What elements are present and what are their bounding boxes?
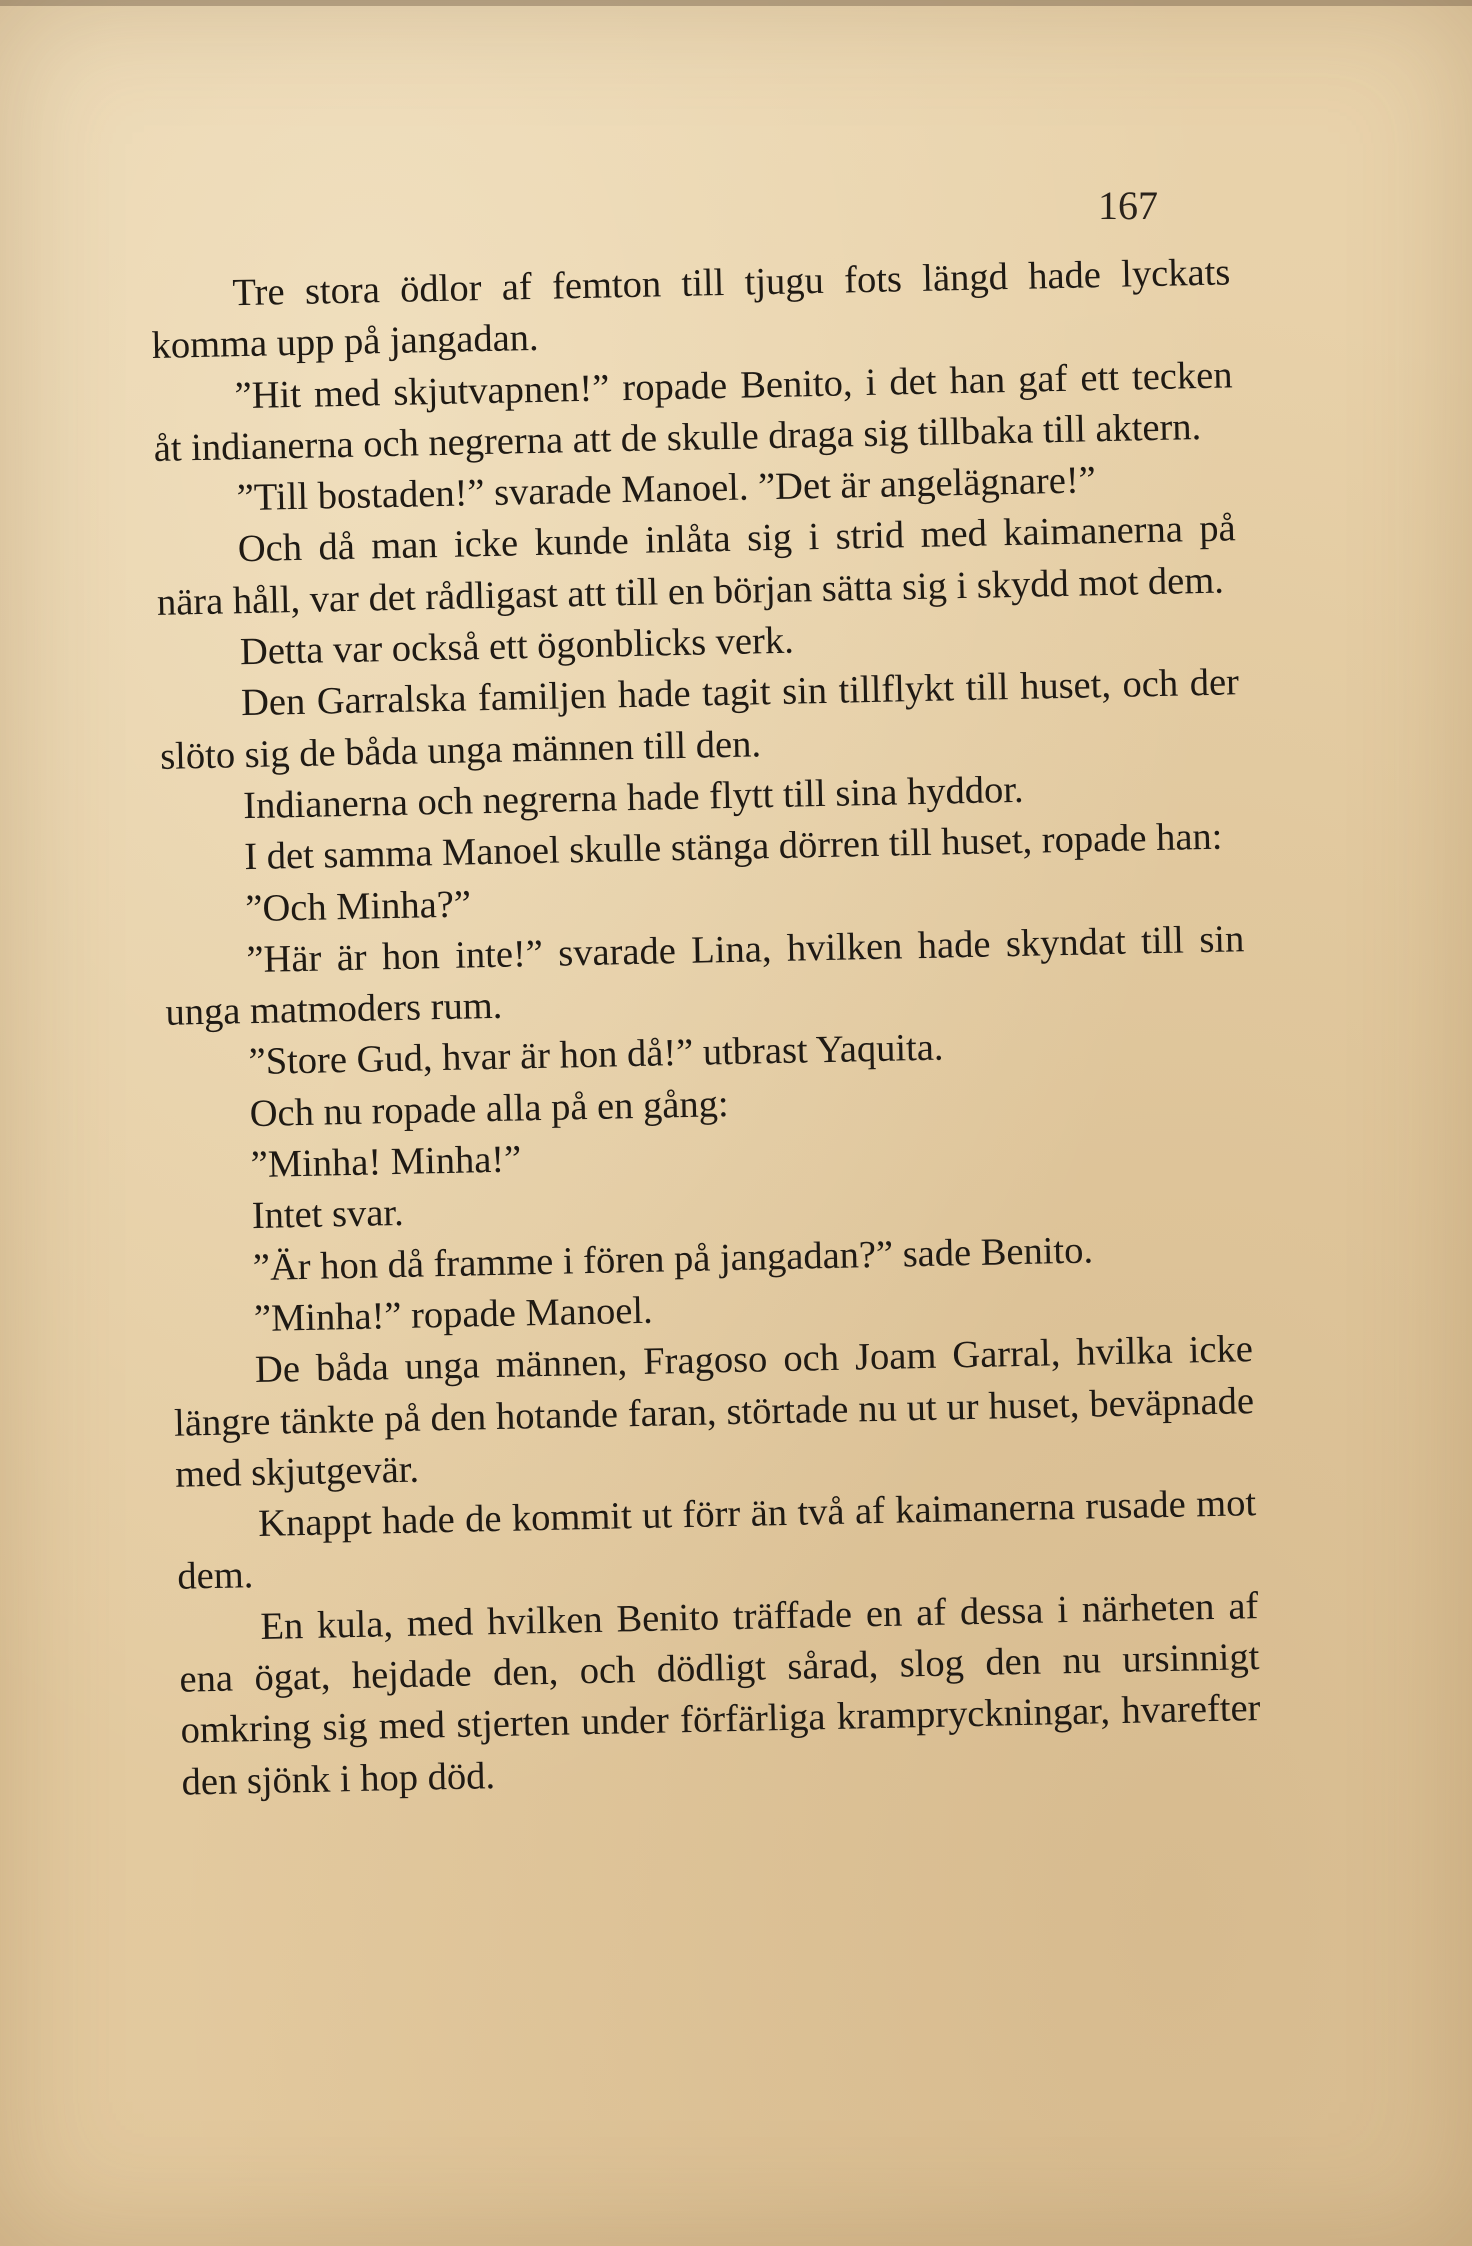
body-text (150, 247, 1262, 1808)
paragraph: Den Garralska familjen hade tagit sin tillflykt till huset, och der slöto sig de båda unga männen till den. (159, 661, 1240, 778)
paragraph: ”Minha!” ropade Manoel. (253, 1289, 654, 1340)
paragraph: ”Hit med skjutvapnen!” ropade Benito, i det han gaf ett tecken åt indianerna och negrerna att de skulle draga sig tillbaka till aktern. (153, 353, 1233, 470)
paragraph: ”Store Gud, hvar är hon då!” utbrast Yaquita. (248, 1027, 944, 1084)
paragraph: Tre stora ödlor af femton till tjugu fots längd hade lyckats komma upp på jangadan. (151, 251, 1231, 368)
paragraph: Och då man icke kunde inlåta sig i strid med kaimanerna på nära håll, var det rådligast att till en början sätta sig i skydd mot dem. (156, 507, 1237, 624)
paragraph: Indianerna och negrerna hade flytt till sina hyddor. (242, 768, 1024, 828)
paragraph: Och nu ropade alla på en gång: (249, 1082, 729, 1135)
paragraph: En kula, med hvilken Benito träffade en af dessa i närheten af ena ögat, hejdade den, och dödligt sårad, slog den nu ursinnigt omkring sig med stjerten under förfärliga krampryckningar, hvarefter den sjönk i hop död. (179, 1584, 1261, 1804)
paragraph: I det samma Manoel skulle stänga dörren till huset, ropade han: (243, 815, 1223, 879)
paragraph: Intet svar. (251, 1192, 405, 1238)
paragraph: ”Minha! Minha!” (250, 1138, 522, 1187)
paragraph: ”Och Minha?” (244, 882, 472, 930)
paragraph: De båda unga männen, Fragoso och Joam Garral, hvilka icke längre tänkte på den hotande faran, störtade nu ut ur huset, beväpnade med skjutgevär. (173, 1328, 1255, 1496)
paragraph: Detta var också ett ögonblicks verk. (239, 619, 795, 674)
page-number: 167 (1098, 183, 1158, 228)
page-top-edge (0, 0, 1472, 6)
paragraph: ”Till bostaden!” svarade Manoel. ”Det är angelägnare!” (236, 459, 1097, 520)
paragraph: Knappt hade de kommit ut förr än två af kaimanerna rusade mot dem. (176, 1482, 1257, 1599)
paragraph: ”Är hon då framme i fören på jangadan?” sade Benito. (252, 1229, 1094, 1289)
paragraph: ”Här är hon inte!” svarade Lina, hvilken hade skyndat till sin unga matmoders rum. (165, 918, 1245, 1034)
